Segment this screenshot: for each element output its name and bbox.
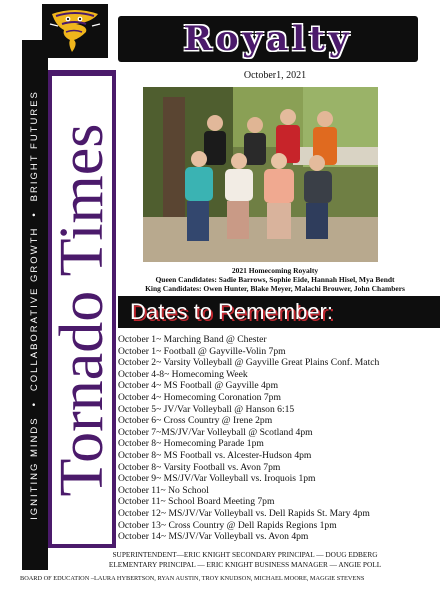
- king-candidates: King Candidates: Owen Hunter, Blake Meyer, Malachi Brouwer, John Chambers: [145, 284, 405, 293]
- list-item: October 1~ Football @ Gayville-Volin 7pm: [118, 345, 286, 357]
- events-list: [118, 334, 440, 543]
- list-item: October 8~ Homecoming Parade 1pm: [118, 438, 264, 450]
- list-item: October 4~ Homecoming Coronation 7pm: [118, 391, 281, 403]
- masthead-title: Tornado Times: [48, 123, 116, 497]
- list-item: October 12~ MS/JV/Var Volleyball vs. Dell Rapids St. Mary 4pm: [118, 507, 370, 519]
- list-item: October 1~ Marching Band @ Chester: [118, 334, 267, 345]
- royalty-photo: [143, 87, 378, 262]
- queen-candidates: Queen Candidates: Sadie Barrows, Sophie Eide, Hannah Hisel, Mya Bendt: [155, 275, 395, 284]
- title-banner: [118, 16, 418, 62]
- list-item: October 8~ MS Football vs. Alcester-Hudson 4pm: [118, 449, 312, 461]
- tagline-igniting-minds: IGNITING MINDS: [29, 416, 40, 520]
- sidebar-tagline: IGNITING MINDS•COLLABORATIVE GROWTH•BRIGHT FUTURES: [29, 90, 40, 520]
- list-item: October 2~ Varsity Volleyball @ Gayville Great Plains Conf. Match: [118, 357, 380, 369]
- list-item: October 11~ School Board Meeting 7pm: [118, 496, 275, 508]
- dates-heading: Dates to Remember:: [130, 299, 333, 324]
- footer-admin-line-1: SUPERINTENDENT—ERIC KNIGHT SECONDARY PRINCIPAL — DOUG EDBERG: [112, 550, 378, 559]
- tornado-mascot-icon: [42, 4, 108, 58]
- footer-admin-line-2: ELEMENTARY PRINCIPAL — ERIC KNIGHT BUSINESS MANAGER — ANGIE POLL: [108, 560, 382, 569]
- list-item: October 11~ No School: [118, 484, 209, 496]
- tagline-collaborative-growth: COLLABORATIVE GROWTH: [29, 226, 40, 392]
- dates-banner: [118, 296, 440, 328]
- list-item: October 14~ MS/JV/Var Volleyball vs. Avon 4pm: [118, 531, 309, 543]
- list-item: October 4~ MS Football @ Gayville 4pm: [118, 380, 279, 392]
- page-title: Royalty: [183, 19, 353, 59]
- list-item: October 9~ MS/JV/Var Volleyball vs. Iroquois 1pm: [118, 473, 316, 485]
- list-item: October 4-8~ Homecoming Week: [118, 368, 248, 380]
- footer-board-line: BOARD OF EDUCATION –LAURA HYBERTSON, RYAN AUSTIN, TROY KNUDSON, MICHAEL MOORE, MAGGIE STEVENS: [20, 575, 365, 582]
- list-item: October 8~ Varsity Football vs. Avon 7pm: [118, 461, 281, 473]
- tagline-bright-futures: BRIGHT FUTURES: [29, 90, 40, 202]
- photo-caption-title: 2021 Homecoming Royalty: [231, 266, 319, 275]
- issue-date: October1, 2021: [243, 70, 307, 81]
- list-item: October 6~ Cross Country @ Irene 2pm: [118, 415, 273, 427]
- list-item: October 13~ Cross Country @ Dell Rapids Regions 1pm: [118, 519, 337, 531]
- list-item: October 7~MS/JV/Var Volleyball @ Scotland 4pm: [118, 426, 313, 438]
- list-item: October 5~ JV/Var Volleyball @ Hanson 6:15: [118, 403, 295, 415]
